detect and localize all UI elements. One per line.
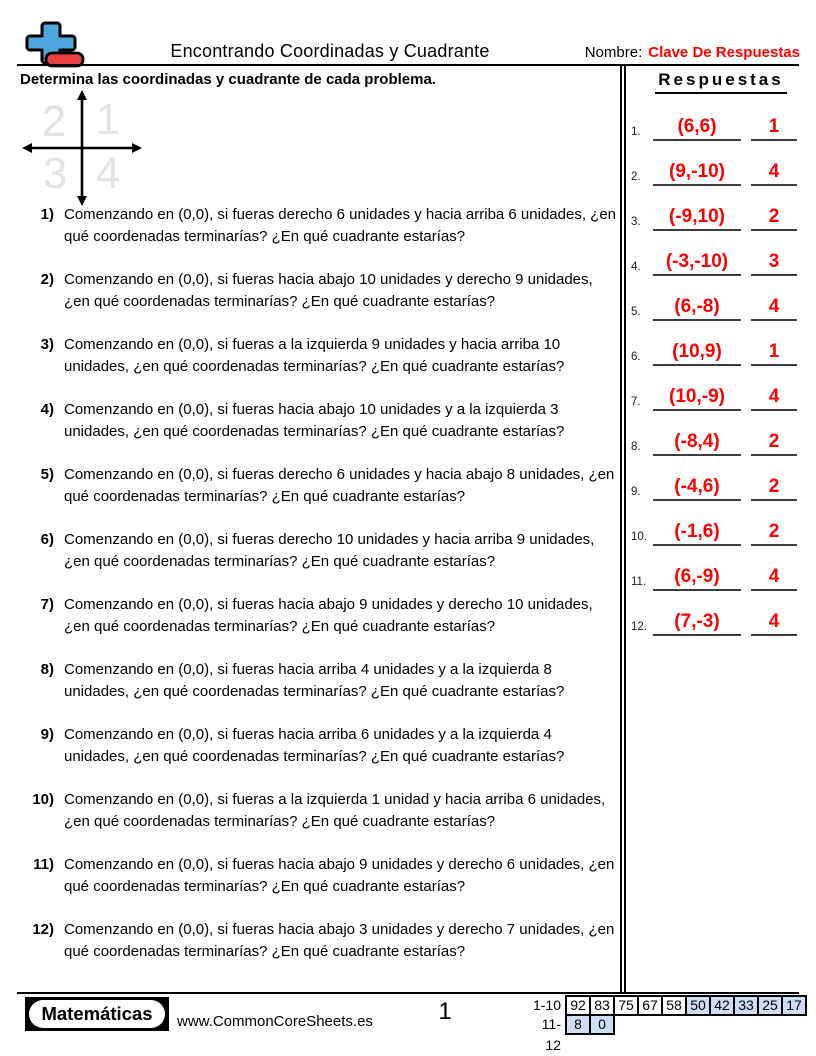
answer-row — [631, 522, 811, 546]
problem-item — [28, 919, 620, 962]
answer-row — [631, 117, 811, 141]
answer-number: 1. — [631, 126, 641, 138]
quadrant-label-3: 3 — [42, 149, 68, 198]
score-row — [527, 995, 807, 1016]
problem-text: Comenzando en (0,0), si fueras hacia arriba 4 unidades y a la izquierda 8 unidades, ¿en qué coordenadas terminarías? ¿En qué cuadrante estarías? — [64, 661, 565, 700]
score-cell: 17 — [781, 995, 807, 1016]
answer-number: 8. — [631, 441, 641, 453]
problem-number: 5) — [40, 466, 54, 483]
answer-quadrant: 4 — [751, 612, 797, 636]
answer-quadrant: 2 — [751, 522, 797, 546]
instructions-text: Determina las coordinadas y cuadrante de cada problema. — [20, 71, 436, 88]
answer-number: 3. — [631, 216, 641, 228]
answer-row — [631, 477, 811, 501]
arrow-up-icon — [77, 90, 87, 100]
answer-coordinates: (-3,-10) — [653, 252, 741, 276]
answer-quadrant: 3 — [751, 252, 797, 276]
problem-item — [28, 269, 620, 312]
answer-number: 6. — [631, 351, 641, 363]
score-cell: 67 — [637, 995, 663, 1016]
problem-number: 12) — [32, 921, 54, 938]
answer-number: 9. — [631, 486, 641, 498]
answer-quadrant: 1 — [751, 342, 797, 366]
quadrant-label-4: 4 — [95, 149, 121, 198]
answer-row — [631, 387, 811, 411]
quadrant-label-1: 1 — [95, 95, 121, 144]
answer-row — [631, 162, 811, 186]
problem-item — [28, 659, 620, 702]
website-url: www.CommonCoreSheets.es — [177, 1013, 373, 1030]
answer-quadrant: 4 — [751, 162, 797, 186]
problem-number: 8) — [40, 661, 54, 678]
answer-coordinates: (9,-10) — [653, 162, 741, 186]
answer-row — [631, 342, 811, 366]
answer-coordinates: (-4,6) — [653, 477, 741, 501]
score-row-label: 1-10 — [532, 997, 561, 1013]
problem-text: Comenzando en (0,0), si fueras a la izquierda 1 unidad y hacia arriba 6 unidades, ¿en qué coordenadas terminarías? ¿En qué cuadrante estarías? — [64, 791, 606, 830]
score-cell: 42 — [709, 995, 735, 1016]
problem-number: 9) — [40, 726, 54, 743]
answer-quadrant: 4 — [751, 297, 797, 321]
problem-item — [28, 854, 620, 897]
score-row-label: 11-12 — [541, 1016, 561, 1053]
problem-item — [28, 399, 620, 442]
answer-coordinates: (7,-3) — [653, 612, 741, 636]
answer-row — [631, 432, 811, 456]
score-cell: 8 — [565, 1014, 591, 1035]
answer-number: 4. — [631, 261, 641, 273]
problem-number: 7) — [40, 596, 54, 613]
problem-text: Comenzando en (0,0), si fueras hacia abajo 9 unidades y derecho 6 unidades, ¿en qué coordenadas terminarías? ¿En qué cuadrante estarías? — [64, 856, 615, 895]
problem-text: Comenzando en (0,0), si fueras derecho 6 unidades y hacia arriba 6 unidades, ¿en qué coordenadas terminarías? ¿En qué cuadrante estarías? — [64, 206, 617, 245]
score-cell: 25 — [757, 995, 783, 1016]
answers-panel — [631, 70, 811, 657]
answer-number: 5. — [631, 306, 641, 318]
arrow-left-icon — [22, 143, 32, 153]
problem-number: 3) — [40, 336, 54, 353]
score-cell: 83 — [589, 995, 615, 1016]
answer-coordinates: (-9,10) — [653, 207, 741, 231]
answer-coordinates: (6,-8) — [653, 297, 741, 321]
score-cell: 75 — [613, 995, 639, 1016]
problem-text: Comenzando en (0,0), si fueras hacia abajo 10 unidades y derecho 9 unidades, ¿en qué coordenadas terminarías? ¿En qué cuadrante estarías? — [64, 271, 593, 310]
problem-text: Comenzando en (0,0), si fueras hacia arriba 6 unidades y a la izquierda 4 unidades, ¿en qué coordenadas terminarías? ¿En qué cuadrante estarías? — [64, 726, 565, 765]
answer-coordinates: (6,-9) — [653, 567, 741, 591]
worksheet-title: Encontrando Coordinadas y Cuadrante — [170, 41, 490, 61]
problem-text: Comenzando en (0,0), si fueras derecho 10 unidades y hacia arriba 9 unidades, ¿en qué coordenadas terminarías? ¿En qué cuadrante estarías? — [64, 531, 595, 570]
problem-item — [28, 334, 620, 377]
answer-coordinates: (-8,4) — [653, 432, 741, 456]
problem-text: Comenzando en (0,0), si fueras hacia abajo 10 unidades y a la izquierda 3 unidades, ¿en qué coordenadas terminarías? ¿En qué cuadrante estarías? — [64, 401, 565, 440]
answer-coordinates: (10,9) — [653, 342, 741, 366]
answer-quadrant: 4 — [751, 567, 797, 591]
score-cell: 58 — [661, 995, 687, 1016]
problem-number: 10) — [32, 791, 54, 808]
name-label: Nombre: — [584, 44, 643, 61]
answer-quadrant: 2 — [751, 477, 797, 501]
footer-divider — [17, 992, 799, 994]
answer-number: 11. — [631, 576, 647, 588]
score-cell: 33 — [733, 995, 759, 1016]
subject-badge — [25, 997, 169, 1031]
subject-badge-label: Matemáticas — [29, 1000, 165, 1028]
problem-number: 2) — [40, 271, 54, 288]
answer-number: 10. — [631, 531, 647, 543]
answer-row — [631, 612, 811, 636]
answer-row — [631, 297, 811, 321]
problem-number: 4) — [40, 401, 54, 418]
problem-number: 1) — [40, 206, 54, 223]
arrow-right-icon — [132, 143, 142, 153]
answer-number: 12. — [631, 621, 647, 633]
column-divider — [620, 66, 626, 993]
answer-coordinates: (6,6) — [653, 117, 741, 141]
answer-quadrant: 2 — [751, 207, 797, 231]
answer-quadrant: 4 — [751, 387, 797, 411]
problem-item — [28, 724, 620, 767]
answers-title: Respuestas — [655, 70, 786, 94]
answers-list — [631, 117, 811, 636]
problem-text: Comenzando en (0,0), si fueras derecho 6 unidades y hacia abajo 8 unidades, ¿en qué coordenadas terminarías? ¿En qué cuadrante estarías? — [64, 466, 615, 505]
quadrant-axes-diagram — [16, 88, 148, 210]
answer-number: 2. — [631, 171, 641, 183]
problem-text: Comenzando en (0,0), si fueras hacia abajo 3 unidades y derecho 7 unidades, ¿en qué coordenadas terminarías? ¿En qué cuadrante estarías? — [64, 921, 615, 960]
score-cell: 50 — [685, 995, 711, 1016]
score-row — [527, 1014, 807, 1056]
name-block — [585, 44, 800, 61]
answer-coordinates: (10,-9) — [653, 387, 741, 411]
score-cell: 0 — [589, 1014, 615, 1035]
problem-text: Comenzando en (0,0), si fueras a la izquierda 9 unidades y hacia arriba 10 unidades, ¿en qué coordenadas terminarías? ¿En qué cuadrante estarías? — [64, 336, 565, 375]
score-table — [527, 995, 807, 1056]
problems-list — [28, 204, 620, 984]
answer-row — [631, 567, 811, 591]
answer-quadrant: 1 — [751, 117, 797, 141]
problem-item — [28, 594, 620, 637]
answer-key-label: Clave De Respuestas — [648, 44, 800, 61]
problem-number: 6) — [40, 531, 54, 548]
answer-coordinates: (-1,6) — [653, 522, 741, 546]
problem-item — [28, 529, 620, 572]
score-cell: 92 — [565, 995, 591, 1016]
header-divider — [17, 64, 799, 66]
answer-quadrant: 2 — [751, 432, 797, 456]
page-number: 1 — [438, 998, 452, 1025]
problem-item — [28, 204, 620, 247]
quadrant-label-2: 2 — [41, 97, 67, 146]
answer-number: 7. — [631, 396, 641, 408]
answer-row — [631, 207, 811, 231]
problem-item — [28, 789, 620, 832]
problem-item — [28, 464, 620, 507]
problem-number: 11) — [33, 856, 54, 873]
problem-text: Comenzando en (0,0), si fueras hacia abajo 9 unidades y derecho 10 unidades, ¿en qué coordenadas terminarías? ¿En qué cuadrante estarías? — [64, 596, 593, 635]
answer-row — [631, 252, 811, 276]
